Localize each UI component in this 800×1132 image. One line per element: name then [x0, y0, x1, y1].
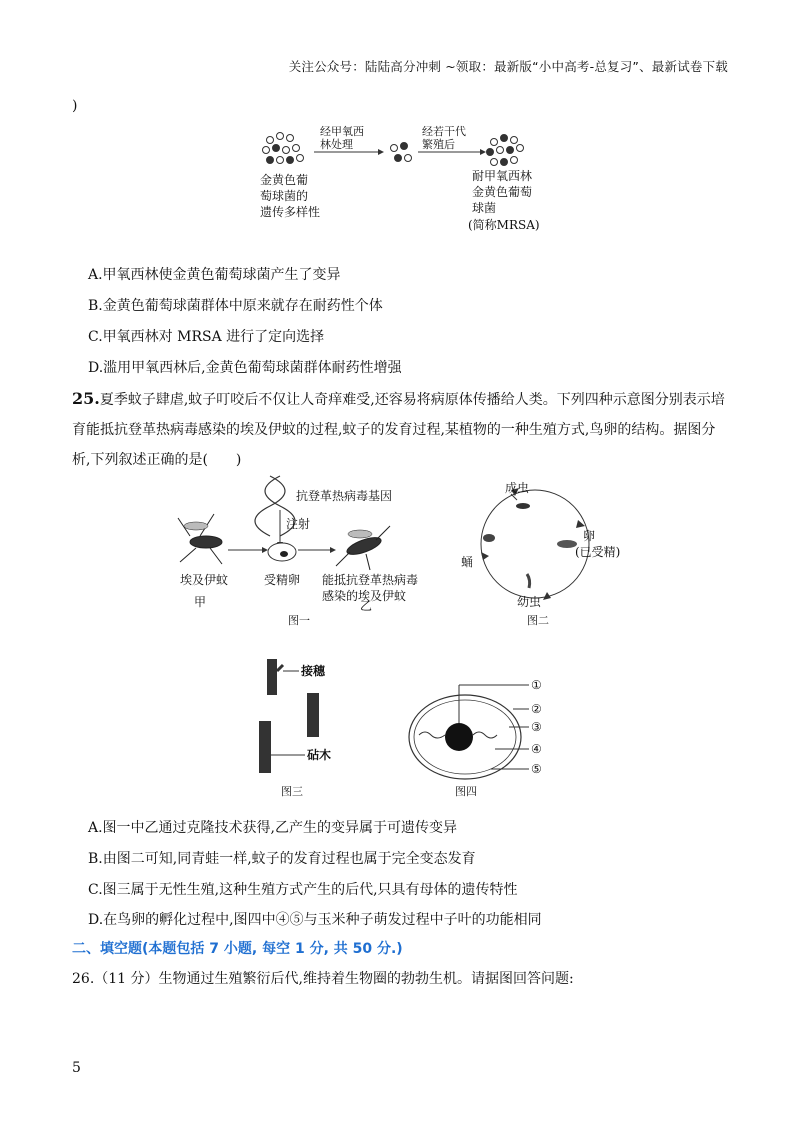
- label-1: ①: [531, 678, 542, 692]
- label-4: ④: [531, 742, 542, 756]
- left-label-line1: 金黄色葡: [260, 173, 309, 187]
- egg-stage-label: 卵: [583, 529, 596, 543]
- figure-three-caption: 图三: [281, 785, 303, 798]
- arrow2-label-line2: 繁殖后: [422, 138, 455, 151]
- inject-label: 注射: [286, 517, 311, 531]
- right-label-line2: 金黄色葡萄: [472, 185, 533, 199]
- q25-option-a: A.图一中乙通过克隆技术获得,乙产生的变异属于可遗传变异: [88, 820, 458, 836]
- yi-label: 乙: [360, 599, 373, 613]
- egg-icon: [557, 540, 577, 548]
- left-label-line3: 遗传多样性: [260, 205, 321, 219]
- q25-option-b: B.由图二可知,同青蛙一样,蚊子的发育过程也属于完全变态发育: [88, 851, 476, 867]
- bacteria-cluster-left: [263, 133, 304, 164]
- figure-three: [245, 655, 355, 800]
- label-5: ⑤: [531, 762, 542, 776]
- scion-twig: [267, 659, 277, 695]
- right-label-line4: (简称MRSA): [468, 218, 540, 232]
- scion-label: 接穗: [301, 664, 326, 678]
- graft-upper: [307, 693, 319, 737]
- figure-two: [455, 470, 625, 630]
- q24-option-a: A.甲氧西林使金黄色葡萄球菌产生了变异: [88, 267, 341, 283]
- adult-mosquito-icon: [511, 494, 530, 509]
- label-2: ②: [531, 702, 542, 716]
- page-header: 关注公众号：陆陆高分冲刺 ~领取：最新版“小中高考-总复习”、最新试卷下载: [288, 59, 728, 74]
- egg-stage-label-2: (已受精): [575, 545, 621, 559]
- figure-two-caption: 图二: [527, 614, 549, 627]
- mosquito-a-label: 埃及伊蚊: [180, 573, 229, 587]
- larva-label: 幼虫: [517, 595, 542, 609]
- q26-stem: 26.（11 分）生物通过生殖繁衍后代,维持着生物圈的勃勃生机。请据图回答问题:: [72, 971, 574, 987]
- figure-one-caption: 图一: [288, 614, 310, 627]
- pupa-label: 蛹: [461, 555, 474, 569]
- q25-option-c: C.图三属于无性生殖,这种生殖方式产生的后代,只具有母体的遗传特性: [88, 882, 518, 898]
- larva-icon: [527, 574, 530, 588]
- right-label-line3: 球菌: [472, 201, 497, 215]
- bacteria-cluster-middle: [391, 143, 412, 162]
- adult-label: 成虫: [505, 481, 530, 495]
- rootstock-twig: [259, 721, 271, 773]
- previous-question-tail: ): [72, 98, 78, 114]
- arrow2-label-line1: 经若干代: [422, 125, 466, 138]
- mosquito-b-label-2: 感染的埃及伊蚊: [322, 589, 407, 603]
- figure-one: [170, 470, 430, 630]
- label-3: ③: [531, 720, 542, 734]
- section-title: 二、填空题(本题包括 7 小题, 每空 1 分, 共 50 分.): [72, 941, 403, 957]
- q25-text: 夏季蚊子肆虐,蚊子叮咬后不仅让人奇痒难受,还容易将病原体传播给人类。下列四种示意图分别表示培育能抵抗登革热病毒感染的埃及伊蚊的过程,蚊子的发育过程,某植物的一种生殖方式,鸟卵的结构。据图分析,下列叙述正确的是( ): [72, 392, 725, 468]
- egg-label: 受精卵: [264, 573, 301, 587]
- figure-four-caption: 图四: [455, 785, 477, 798]
- jia-label: 甲: [194, 595, 207, 609]
- figure-four: [405, 675, 555, 800]
- mosquito-icon-a: [178, 514, 222, 564]
- q25-number: 25.: [72, 389, 100, 408]
- arrow1-label-line1: 经甲氧西: [320, 125, 364, 138]
- q24-option-d: D.滥用甲氧西林后,金黄色葡萄球菌群体耐药性增强: [88, 360, 402, 376]
- mosquito-b-label-1: 能抵抗登革热病毒: [322, 573, 419, 587]
- yolk: [445, 723, 473, 751]
- q25-option-d: D.在鸟卵的孵化过程中,图四中④⑤与玉米种子萌发过程中子叶的功能相同: [88, 912, 542, 928]
- mosquito-icon-b: [336, 526, 390, 570]
- page-number: 5: [72, 1060, 81, 1076]
- left-label-line2: 萄球菌的: [260, 189, 309, 203]
- stock-label: 砧木: [307, 748, 332, 762]
- arrow1-label-line2: 林处理: [320, 138, 353, 151]
- q25-stem: [72, 384, 732, 475]
- q24-option-c: C.甲氧西林对 MRSA 进行了定向选择: [88, 329, 325, 345]
- mrsa-selection-figure: [250, 118, 560, 244]
- bacteria-cluster-right: [487, 135, 524, 166]
- right-label-line1: 耐甲氧西林: [472, 169, 533, 183]
- pupa-icon: [483, 534, 495, 542]
- gene-label: 抗登革热病毒基因: [296, 489, 393, 503]
- q24-option-b: B.金黄色葡萄球菌群体中原来就存在耐药性个体: [88, 298, 383, 314]
